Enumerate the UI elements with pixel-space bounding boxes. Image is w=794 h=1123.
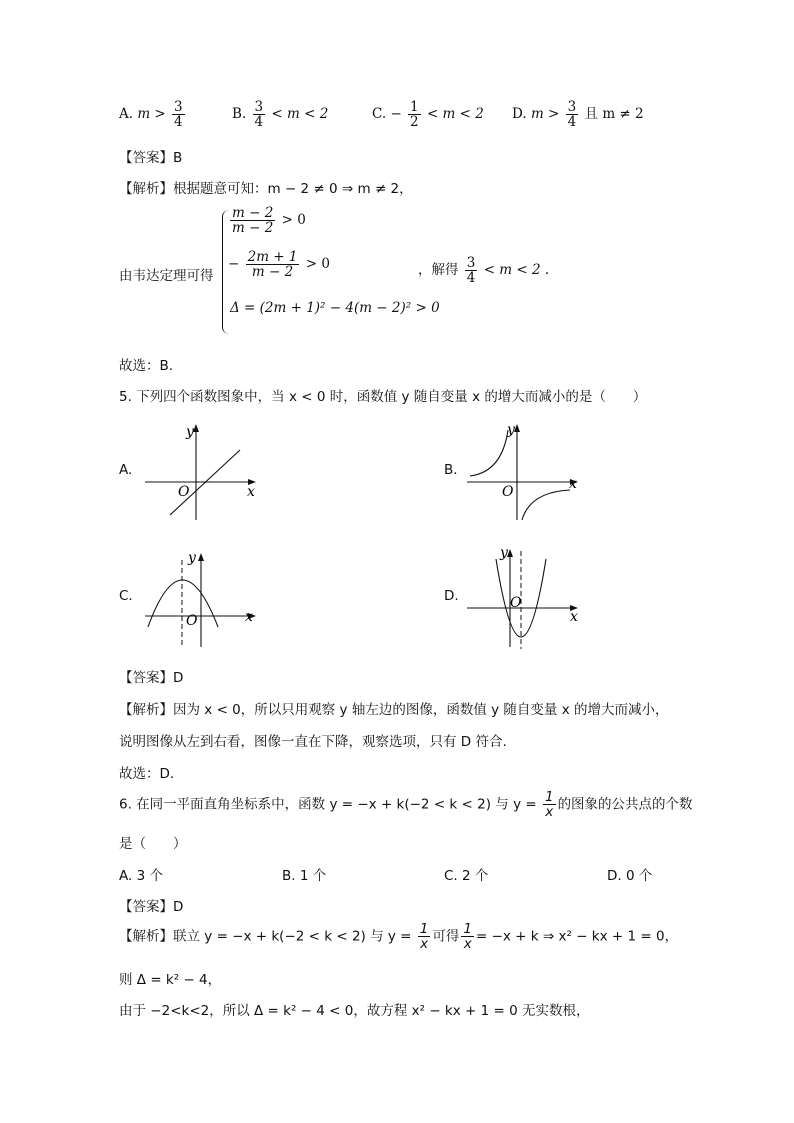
denominator: x [420,936,429,953]
option-label: B. [232,106,247,123]
fraction [418,922,431,951]
denominator: 4 [254,114,264,131]
numerator: 1 [410,99,419,115]
system-line-3: Δ = (2m + 1)² − 4(m − 2)² > 0 [230,300,440,316]
q6-stem-line1 [119,790,693,819]
denominator: 2 [410,114,419,131]
q4-analysis-line1 [119,177,413,197]
y-axis-label: y [188,550,196,566]
answer-value: D [173,899,184,915]
fraction [246,250,300,279]
denominator: 4 [567,114,577,131]
numerator: 1 [419,921,429,937]
option-text: < m < 2 [271,106,329,123]
q6-option-d: D. 0 个 [607,868,653,884]
system-rhs: > 0 [305,256,330,273]
y-axis-label: y [507,422,515,438]
fraction [543,790,556,819]
q6-analysis-line1 [119,922,678,951]
fraction [465,256,478,285]
option-text: 且 m ≠ 2 [584,106,644,123]
analysis-label: 【解析】 [119,702,173,718]
q5-analysis-line2: 说明图像从左到右看，图像一直在下降，观察选项，只有 D 符合. [119,734,507,750]
q5-option-c-label: C. [119,588,133,604]
numerator: 2m + 1 [247,249,298,265]
y-axis-label: y [186,424,194,440]
q5-conclusion: 故选：D. [119,766,175,782]
numerator: m − 2 [232,205,274,221]
fraction [461,922,474,951]
stem-text: 的图象的公共点的个数 [557,796,693,813]
result-text: < m < 2 . [483,262,550,279]
system-sign: − [228,256,240,273]
option-text: m > [530,106,560,123]
q6-answer [119,895,183,915]
numerator: 3 [466,255,476,271]
q5-analysis-line1 [119,698,668,718]
x-axis-label: x [570,609,578,625]
q5-option-b-label: B. [444,462,458,478]
result-prefix: ，解得 [418,262,459,279]
denominator: m − 2 [232,220,274,237]
fraction [172,100,185,129]
y-axis-label: y [500,545,508,561]
answer-label: 【答案】 [119,899,173,915]
numerator: 3 [254,99,264,115]
q6-analysis-line3: 由于 −2<k<2，所以 Δ = k² − 4 < 0，故方程 x² − kx + 1 = 0 无实数根， [119,1003,590,1019]
x-axis-label: x [569,476,577,492]
numerator: 3 [567,99,577,115]
q6-option-b: B. 1 个 [282,868,327,884]
graph-c [140,545,270,655]
graph-a [140,420,270,530]
option-label: A. [119,106,134,123]
q6-stem-line2: 是（ ） [119,836,187,852]
origin-label: O [502,484,514,500]
q5-option-a-label: A. [119,462,133,478]
q4-option-d [512,100,644,129]
q5-answer [119,666,183,686]
system-line-2 [228,250,330,279]
analysis-text: 联立 y = −x + k(−2 < k < 2) 与 y = [173,928,412,945]
fraction [253,100,266,129]
answer-label: 【答案】 [119,670,173,686]
q4-answer [119,146,182,166]
q6-option-c: C. 2 个 [444,868,489,884]
y-axis-arrow [198,553,204,561]
denominator: x [545,804,554,821]
origin-label: O [178,484,190,500]
analysis-label: 【解析】 [119,928,173,945]
q4-option-b [232,100,328,129]
option-text: m > [137,106,166,123]
numerator: 1 [544,789,554,805]
analysis-text: 因为 x < 0，所以只用观察 y 轴左边的图像，函数值 y 随自变量 x 的增大而减小， [173,702,669,718]
analysis-label: 【解析】 [119,181,173,197]
analysis-text: 根据题意可知：m − 2 ≠ 0 ⇒ m ≠ 2， [173,181,413,197]
answer-value: D [173,670,184,686]
origin-label: O [510,595,522,611]
q4-option-c [372,100,484,129]
graph-b [462,420,592,530]
vieta-result [418,256,549,285]
option-label: C. [372,106,387,123]
answer-value: B [173,150,183,166]
denominator: x [463,936,472,953]
origin-label: O [186,613,198,629]
q6-analysis-line2: 则 Δ = k² − 4， [119,972,222,988]
answer-label: 【答案】 [119,150,173,166]
fraction [230,206,275,235]
vieta-prefix: 由韦达定理可得 [119,268,214,284]
analysis-text: 可得 [432,928,460,945]
x-axis-label: x [245,609,253,625]
numerator: 3 [174,99,183,115]
analysis-text: = −x + k ⇒ x² − kx + 1 = 0， [475,928,679,945]
option-sign: − [390,106,402,123]
option-label: D. [512,106,527,123]
q5-option-d-label: D. [444,588,459,604]
function-curve [148,580,218,627]
q4-option-a [119,100,187,129]
fraction [408,100,421,129]
system-rhs: > 0 [281,212,306,229]
option-text: < m < 2 [426,106,484,123]
denominator: m − 2 [251,264,294,281]
function-curve-left [470,430,508,476]
fraction [566,100,579,129]
system-line-1 [228,206,306,235]
denominator: 4 [466,270,476,287]
function-curve-right [522,490,570,520]
q4-conclusion: 故选：B. [119,358,174,374]
x-axis-label: x [247,484,255,500]
numerator: 1 [463,921,472,937]
q5-stem: 5. 下列四个函数图象中，当 x < 0 时，函数值 y 随自变量 x 的增大而减小的是（ ） [119,389,647,405]
q6-option-a: A. 3 个 [119,868,163,884]
denominator: 4 [174,114,183,131]
graph-d [462,545,592,655]
stem-text: 6. 在同一平面直角坐标系中，函数 y = −x + k(−2 < k < 2) 与 y = [119,796,537,813]
